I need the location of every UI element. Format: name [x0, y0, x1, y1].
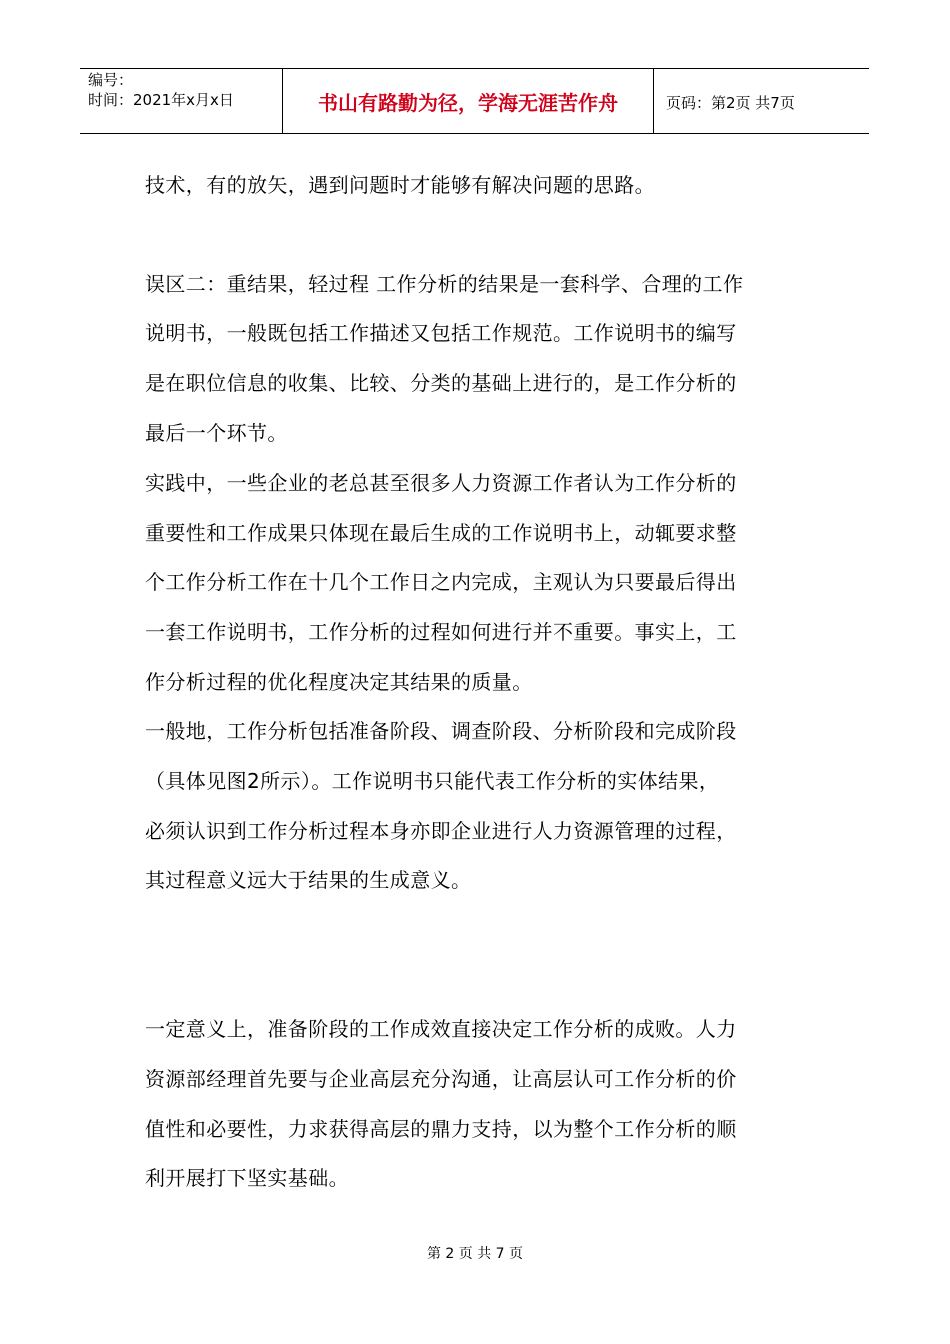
body-line: 重要性和工作成果只体现在最后生成的工作说明书上，动辄要求整 [145, 521, 737, 545]
body-line: 个工作分析工作在十几个工作日之内完成，主观认为只要最后得出 [145, 570, 737, 594]
body-line: 必须认识到工作分析过程本身亦即企业进行人力资源管理的过程， [145, 819, 737, 843]
body-line: 一定意义上，准备阶段的工作成效直接决定工作分析的成败。人力 [145, 1017, 737, 1041]
body-line: （具体见图2所示）。工作说明书只能代表工作分析的实体结果， [145, 769, 720, 793]
body-line: 是在职位信息的收集、比较、分类的基础上进行的，是工作分析的 [145, 371, 737, 395]
body-line: 实践中，一些企业的老总甚至很多人力资源工作者认为工作分析的 [145, 471, 737, 495]
body-line: 说明书，一般既包括工作描述又包括工作规范。工作说明书的编写 [145, 321, 737, 345]
header-page-info: 页码：第2页 共7页 [666, 94, 795, 112]
body-line: 误区二：重结果，轻过程 工作分析的结果是一套科学、合理的工作 [145, 272, 744, 296]
document-code-label: 编号： [88, 71, 134, 89]
header-motto-cell [283, 69, 654, 133]
body-line: 作分析过程的优化程度决定其结果的质量。 [145, 670, 533, 694]
body-line: 值性和必要性，力求获得高层的鼎力支持，以为整个工作分析的顺 [145, 1117, 737, 1141]
body-line: 技术，有的放矢，遇到问题时才能够有解决问题的思路。 [145, 173, 655, 197]
header-meta-cell [80, 69, 283, 133]
page-header [80, 68, 869, 134]
body-line: 一般地，工作分析包括准备阶段、调查阶段、分析阶段和完成阶段 [145, 719, 737, 743]
header-motto: 书山有路勤为径，学海无涯苦作舟 [318, 91, 618, 115]
body-line: 最后一个环节。 [145, 421, 288, 445]
header-page-cell [654, 69, 869, 133]
document-date-label: 时间：2021年x月x日 [88, 91, 234, 109]
body-line: 一套工作说明书，工作分析的过程如何进行并不重要。事实上，工 [145, 620, 737, 644]
body-line: 利开展打下坚实基础。 [145, 1166, 349, 1190]
page-footer: 第 2 页 共 7 页 [426, 1246, 524, 1262]
body-line: 其过程意义远大于结果的生成意义。 [145, 868, 472, 892]
body-line: 资源部经理首先要与企业高层充分沟通，让高层认可工作分析的价 [145, 1067, 737, 1091]
